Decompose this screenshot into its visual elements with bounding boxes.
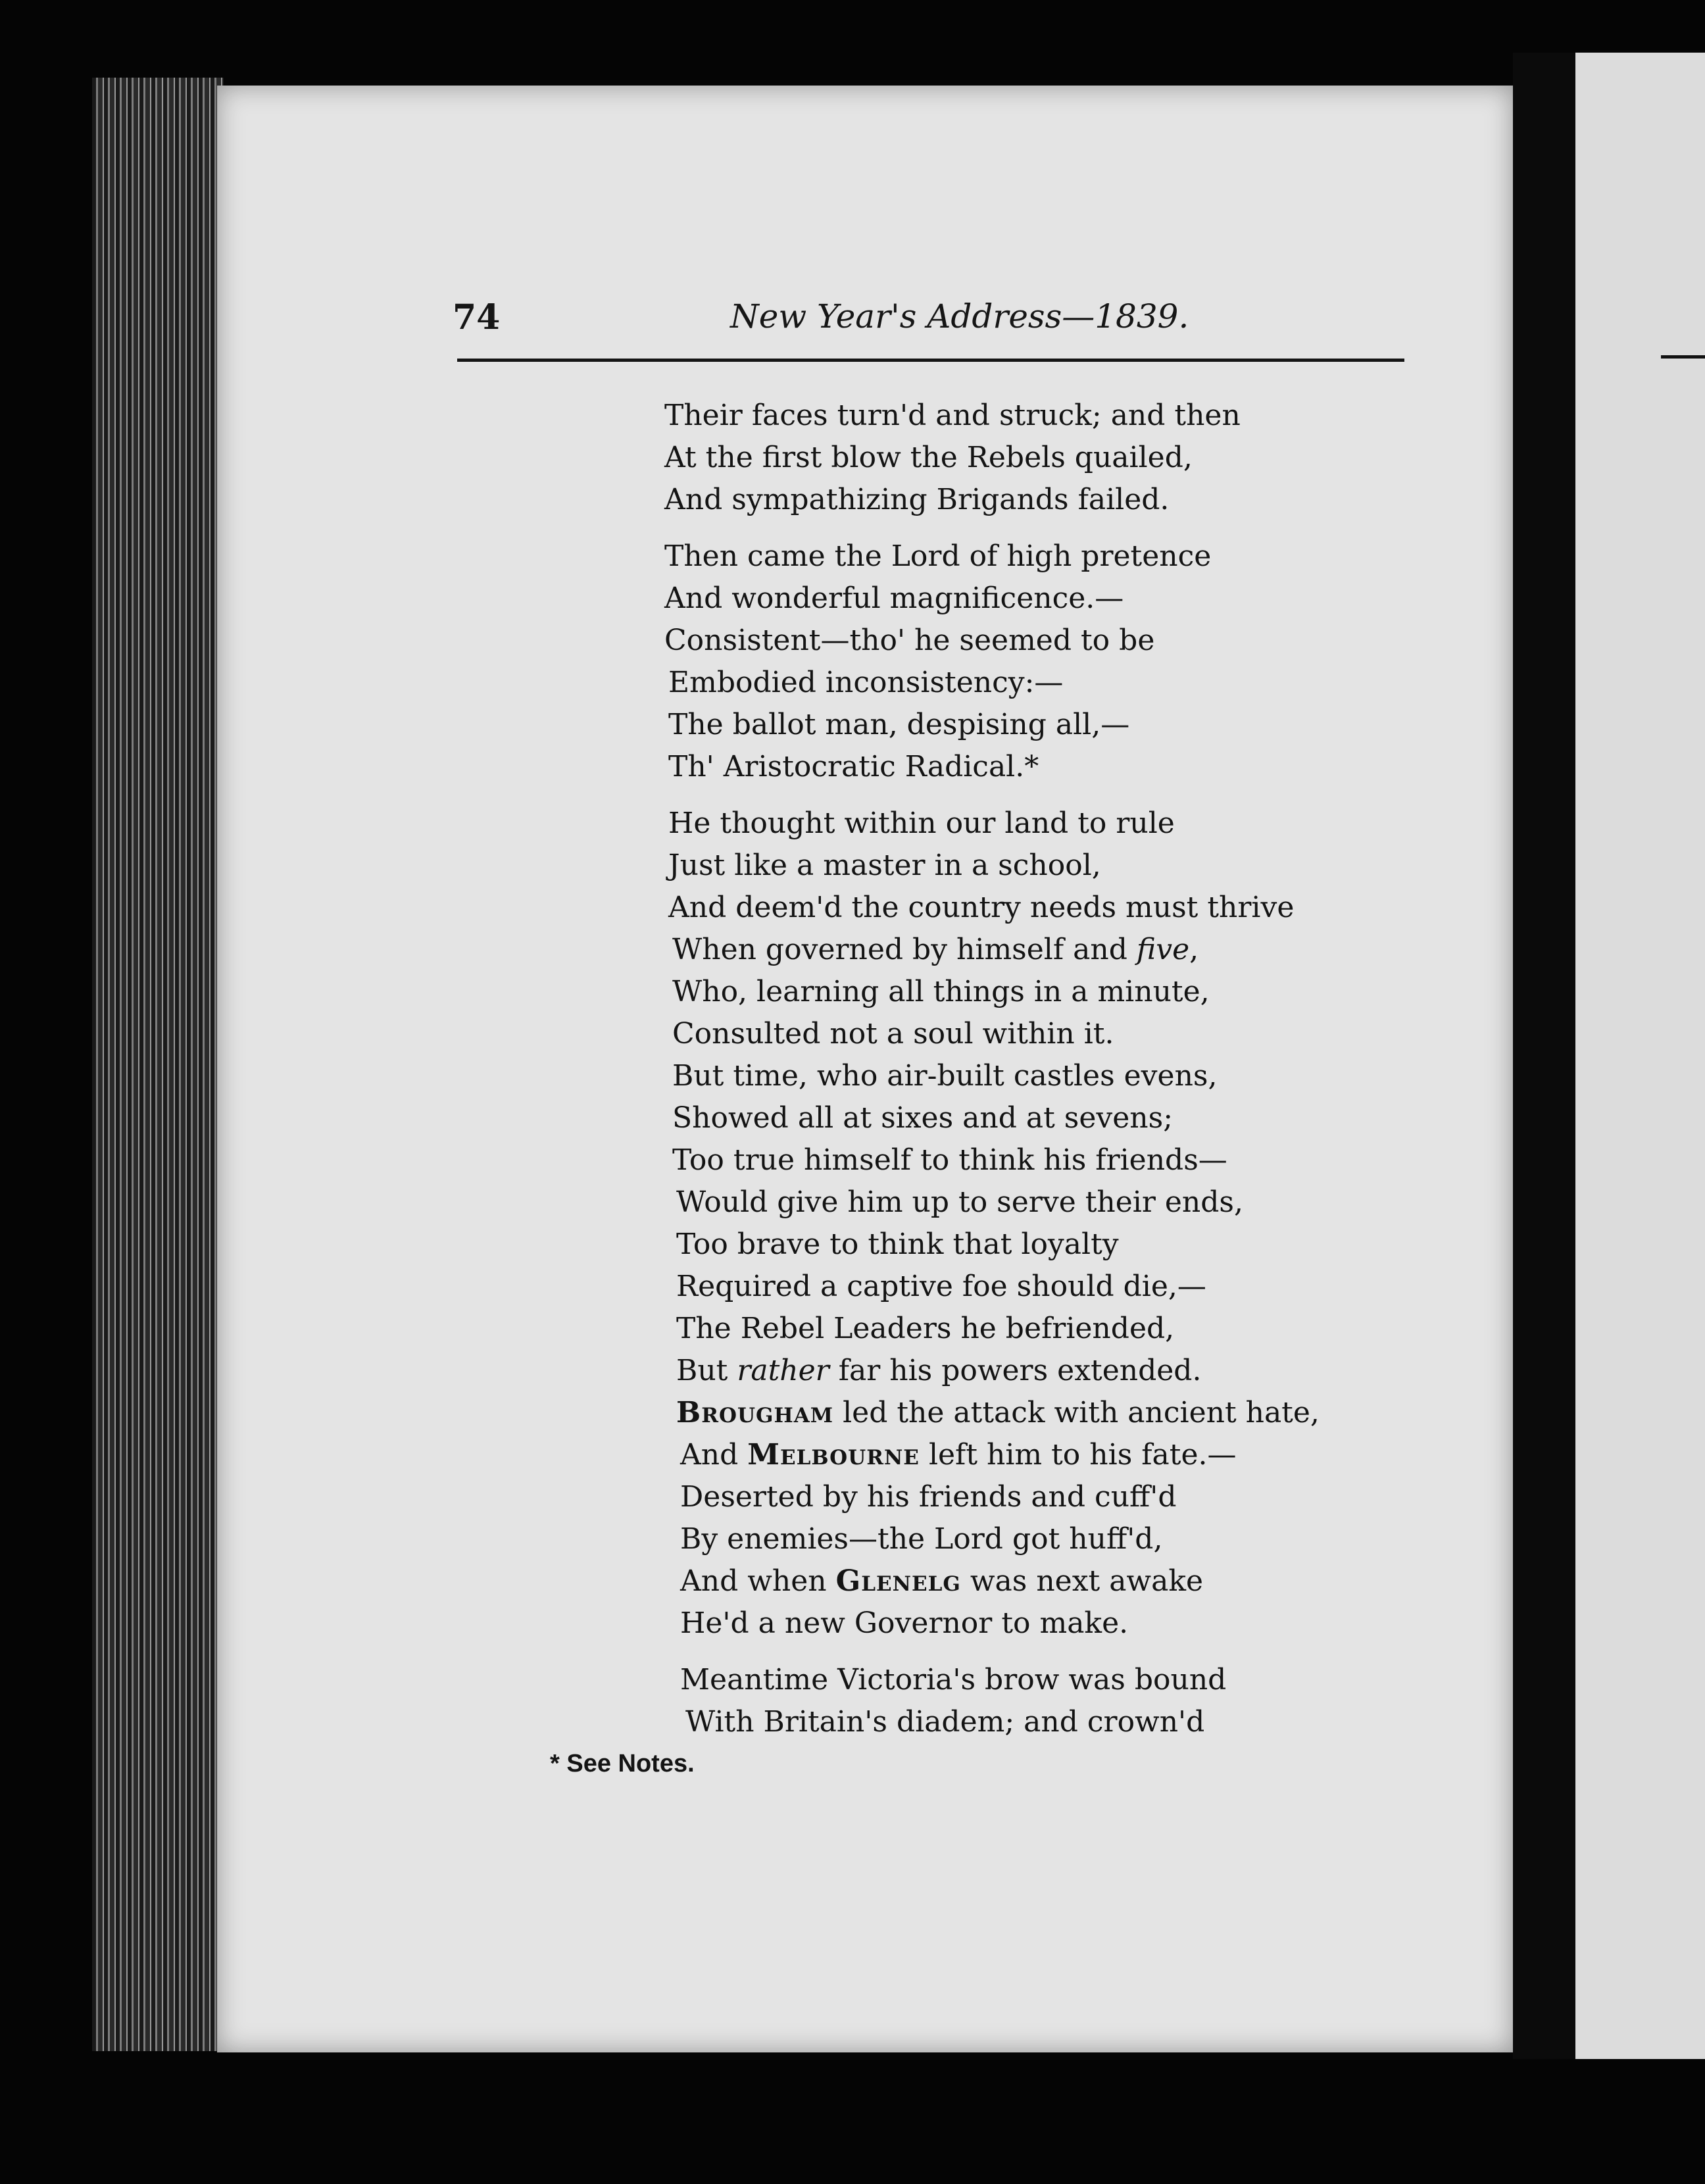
poem-line: Meantime Victoria's brow was bound (680, 1663, 1227, 1697)
poem-line: And deem'd the country needs must thrive (668, 891, 1295, 924)
poem-line: And sympathizing Brigands failed. (664, 483, 1170, 516)
stanza (664, 1659, 1401, 1743)
poem-line (664, 929, 1401, 971)
poem-line: By enemies—the Lord got huff'd, (680, 1522, 1163, 1556)
poem-line: The Rebel Leaders he befriended, (676, 1312, 1175, 1345)
poem-line (664, 1560, 1401, 1602)
poem-line: Embodied inconsistency:— (668, 666, 1064, 699)
stanza (664, 535, 1401, 788)
line-segment: led the attack with ancient hate, (833, 1396, 1320, 1429)
header-rule (457, 359, 1404, 362)
line-segment: left him to his fate.— (919, 1438, 1237, 1472)
poem-line (664, 1392, 1401, 1434)
poem-line: He thought within our land to rule (668, 807, 1175, 840)
line-segment: far his powers extended. (829, 1354, 1202, 1387)
book-gutter (1513, 53, 1575, 2059)
poem-line: Th' Aristocratic Radical.* (668, 750, 1039, 783)
italic-word: rather (737, 1354, 829, 1387)
poem-body (664, 395, 1401, 1743)
poem-line (664, 1434, 1401, 1476)
facing-page-edge (1575, 53, 1705, 2059)
poem-line: At the first blow the Rebels quailed, (664, 441, 1193, 474)
stanza (664, 395, 1401, 521)
poem-line: Consistent—tho' he seemed to be (664, 624, 1155, 657)
italic-word: five (1136, 933, 1190, 966)
poem-line: But time, who air-built castles evens, (672, 1059, 1218, 1093)
running-head: New Year's Address—1839. (730, 297, 1189, 335)
small-caps-name: Brougham (676, 1396, 834, 1429)
poem-line: Showed all at sixes and at sevens; (672, 1101, 1174, 1135)
poem-line: Too true himself to think his friends— (672, 1143, 1227, 1177)
poem-line (664, 1350, 1401, 1392)
line-segment: When governed by himself and (672, 933, 1137, 966)
poem-line: Who, learning all things in a minute, (672, 975, 1210, 1008)
poem-line: Then came the Lord of high pretence (664, 539, 1212, 573)
poem-line: Their faces turn'd and struck; and then (664, 399, 1241, 432)
stanza (664, 803, 1401, 1645)
poem-line: The ballot man, despising all,— (668, 708, 1130, 741)
poem-line: Would give him up to serve their ends, (676, 1185, 1243, 1219)
page-number: 74 (453, 297, 501, 337)
line-segment: was next awake (960, 1564, 1204, 1598)
line-segment: And (680, 1438, 748, 1472)
line-segment: , (1189, 933, 1199, 966)
facing-page-rule (1661, 355, 1705, 359)
line-segment: And when (680, 1564, 836, 1598)
poem-line: Just like a master in a school, (668, 849, 1101, 882)
small-caps-name: Glenelg (835, 1564, 961, 1598)
poem-line: Consulted not a soul within it. (672, 1017, 1114, 1051)
poem-line: And wonderful magnificence.— (664, 582, 1124, 615)
footnote: * See Notes. (550, 1750, 695, 1777)
poem-line: He'd a new Governor to make. (680, 1606, 1129, 1640)
poem-line: Deserted by his friends and cuff'd (680, 1480, 1177, 1514)
poem-line: Required a captive foe should die,— (676, 1270, 1206, 1303)
line-segment: But (676, 1354, 737, 1387)
poem-line: Too brave to think that loyalty (676, 1228, 1119, 1261)
book-page-edges (92, 78, 224, 2051)
poem-line: With Britain's diadem; and crown'd (685, 1705, 1205, 1739)
small-caps-name: Melbourne (747, 1438, 920, 1472)
